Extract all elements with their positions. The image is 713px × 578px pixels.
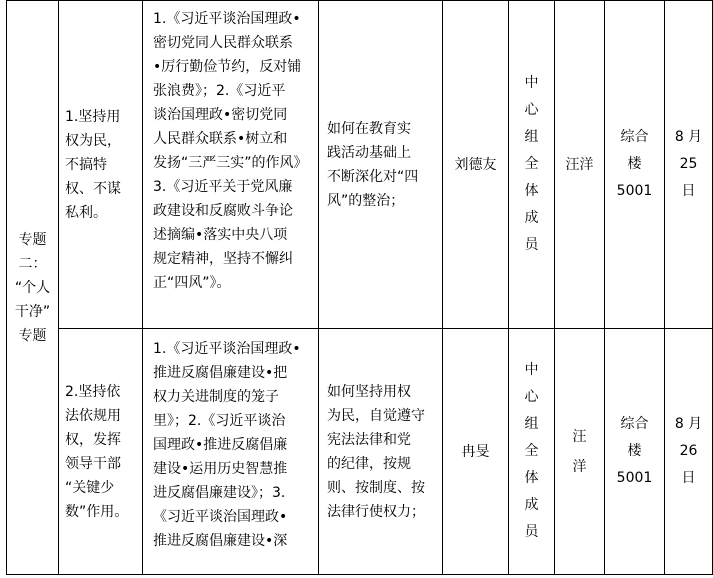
location-cell xyxy=(605,329,665,575)
study-materials: 1.《习近平谈治国理政• 推进反腐倡廉建设•把 权力关进制度的笼子 里》；2.《习近平谈治 国理政•推进反腐倡廉 建设•运用历史智慧推 进反腐倡廉建设》；3. 《习近平谈治国理政• 推进反腐倡廉建设•深 xyxy=(153,341,301,549)
participants: 中 心 组 全 体 成 员 xyxy=(524,362,539,540)
participants: 中 心 组 全 体 成 员 xyxy=(524,75,539,253)
topic-label: 专题 二： “个人 干净” 专题 xyxy=(14,231,51,344)
question-cell xyxy=(319,1,443,329)
location-cell xyxy=(605,1,665,329)
participants-cell xyxy=(509,329,555,575)
point-cell xyxy=(59,1,143,329)
materials-cell xyxy=(143,1,319,329)
location: 综合 楼 5001 xyxy=(616,416,653,486)
host-name: 汪洋 xyxy=(565,156,594,173)
date: 8 月 26 日 xyxy=(674,416,703,486)
date-cell xyxy=(665,1,713,329)
question-cell xyxy=(319,329,443,575)
host-name: 汪 洋 xyxy=(572,428,587,475)
topic-cell xyxy=(7,1,59,575)
materials-cell xyxy=(143,329,319,575)
host-cell xyxy=(555,1,605,329)
study-materials: 1.《习近平谈治国理政• 密切党同人民群众联系 •厉行勤俭节约，反对铺 张浪费》；2.《习近平 谈治国理政•密切党同 人民群众联系•树立和 发扬“三严三实”的作风》 3.《习近平关于党风廉 政建设和反腐败斗争论 述摘编•落实中央八项 规定精神，坚持不懈纠 正“四风”》。 xyxy=(153,11,308,291)
speaker-name: 冉旻 xyxy=(461,443,490,460)
discussion-question: 如何坚持用权 为民，自觉遵守 宪法法律和党 的纪律，按规 则、按制度、按 法律行使权力； xyxy=(327,383,425,520)
point-cell xyxy=(59,329,143,575)
host-cell xyxy=(555,329,605,575)
date-cell xyxy=(665,329,713,575)
table-row xyxy=(7,329,713,575)
date: 8 月 25 日 xyxy=(674,129,703,199)
study-point: 2.坚持依 法依规用 权，发挥 领导干部 “关键少 数”作用。 xyxy=(65,383,129,520)
study-schedule-table xyxy=(6,0,713,575)
participants-cell xyxy=(509,1,555,329)
discussion-question: 如何在教育实 践活动基础上 不断深化对“四 风”的整治； xyxy=(327,120,419,209)
table-row xyxy=(7,1,713,329)
study-point: 1.坚持用 权为民， 不搞特 权、不谋 私利。 xyxy=(65,108,121,221)
location: 综合 楼 5001 xyxy=(616,129,653,199)
speaker-name: 刘德友 xyxy=(454,156,497,173)
speaker-cell xyxy=(443,329,509,575)
speaker-cell xyxy=(443,1,509,329)
